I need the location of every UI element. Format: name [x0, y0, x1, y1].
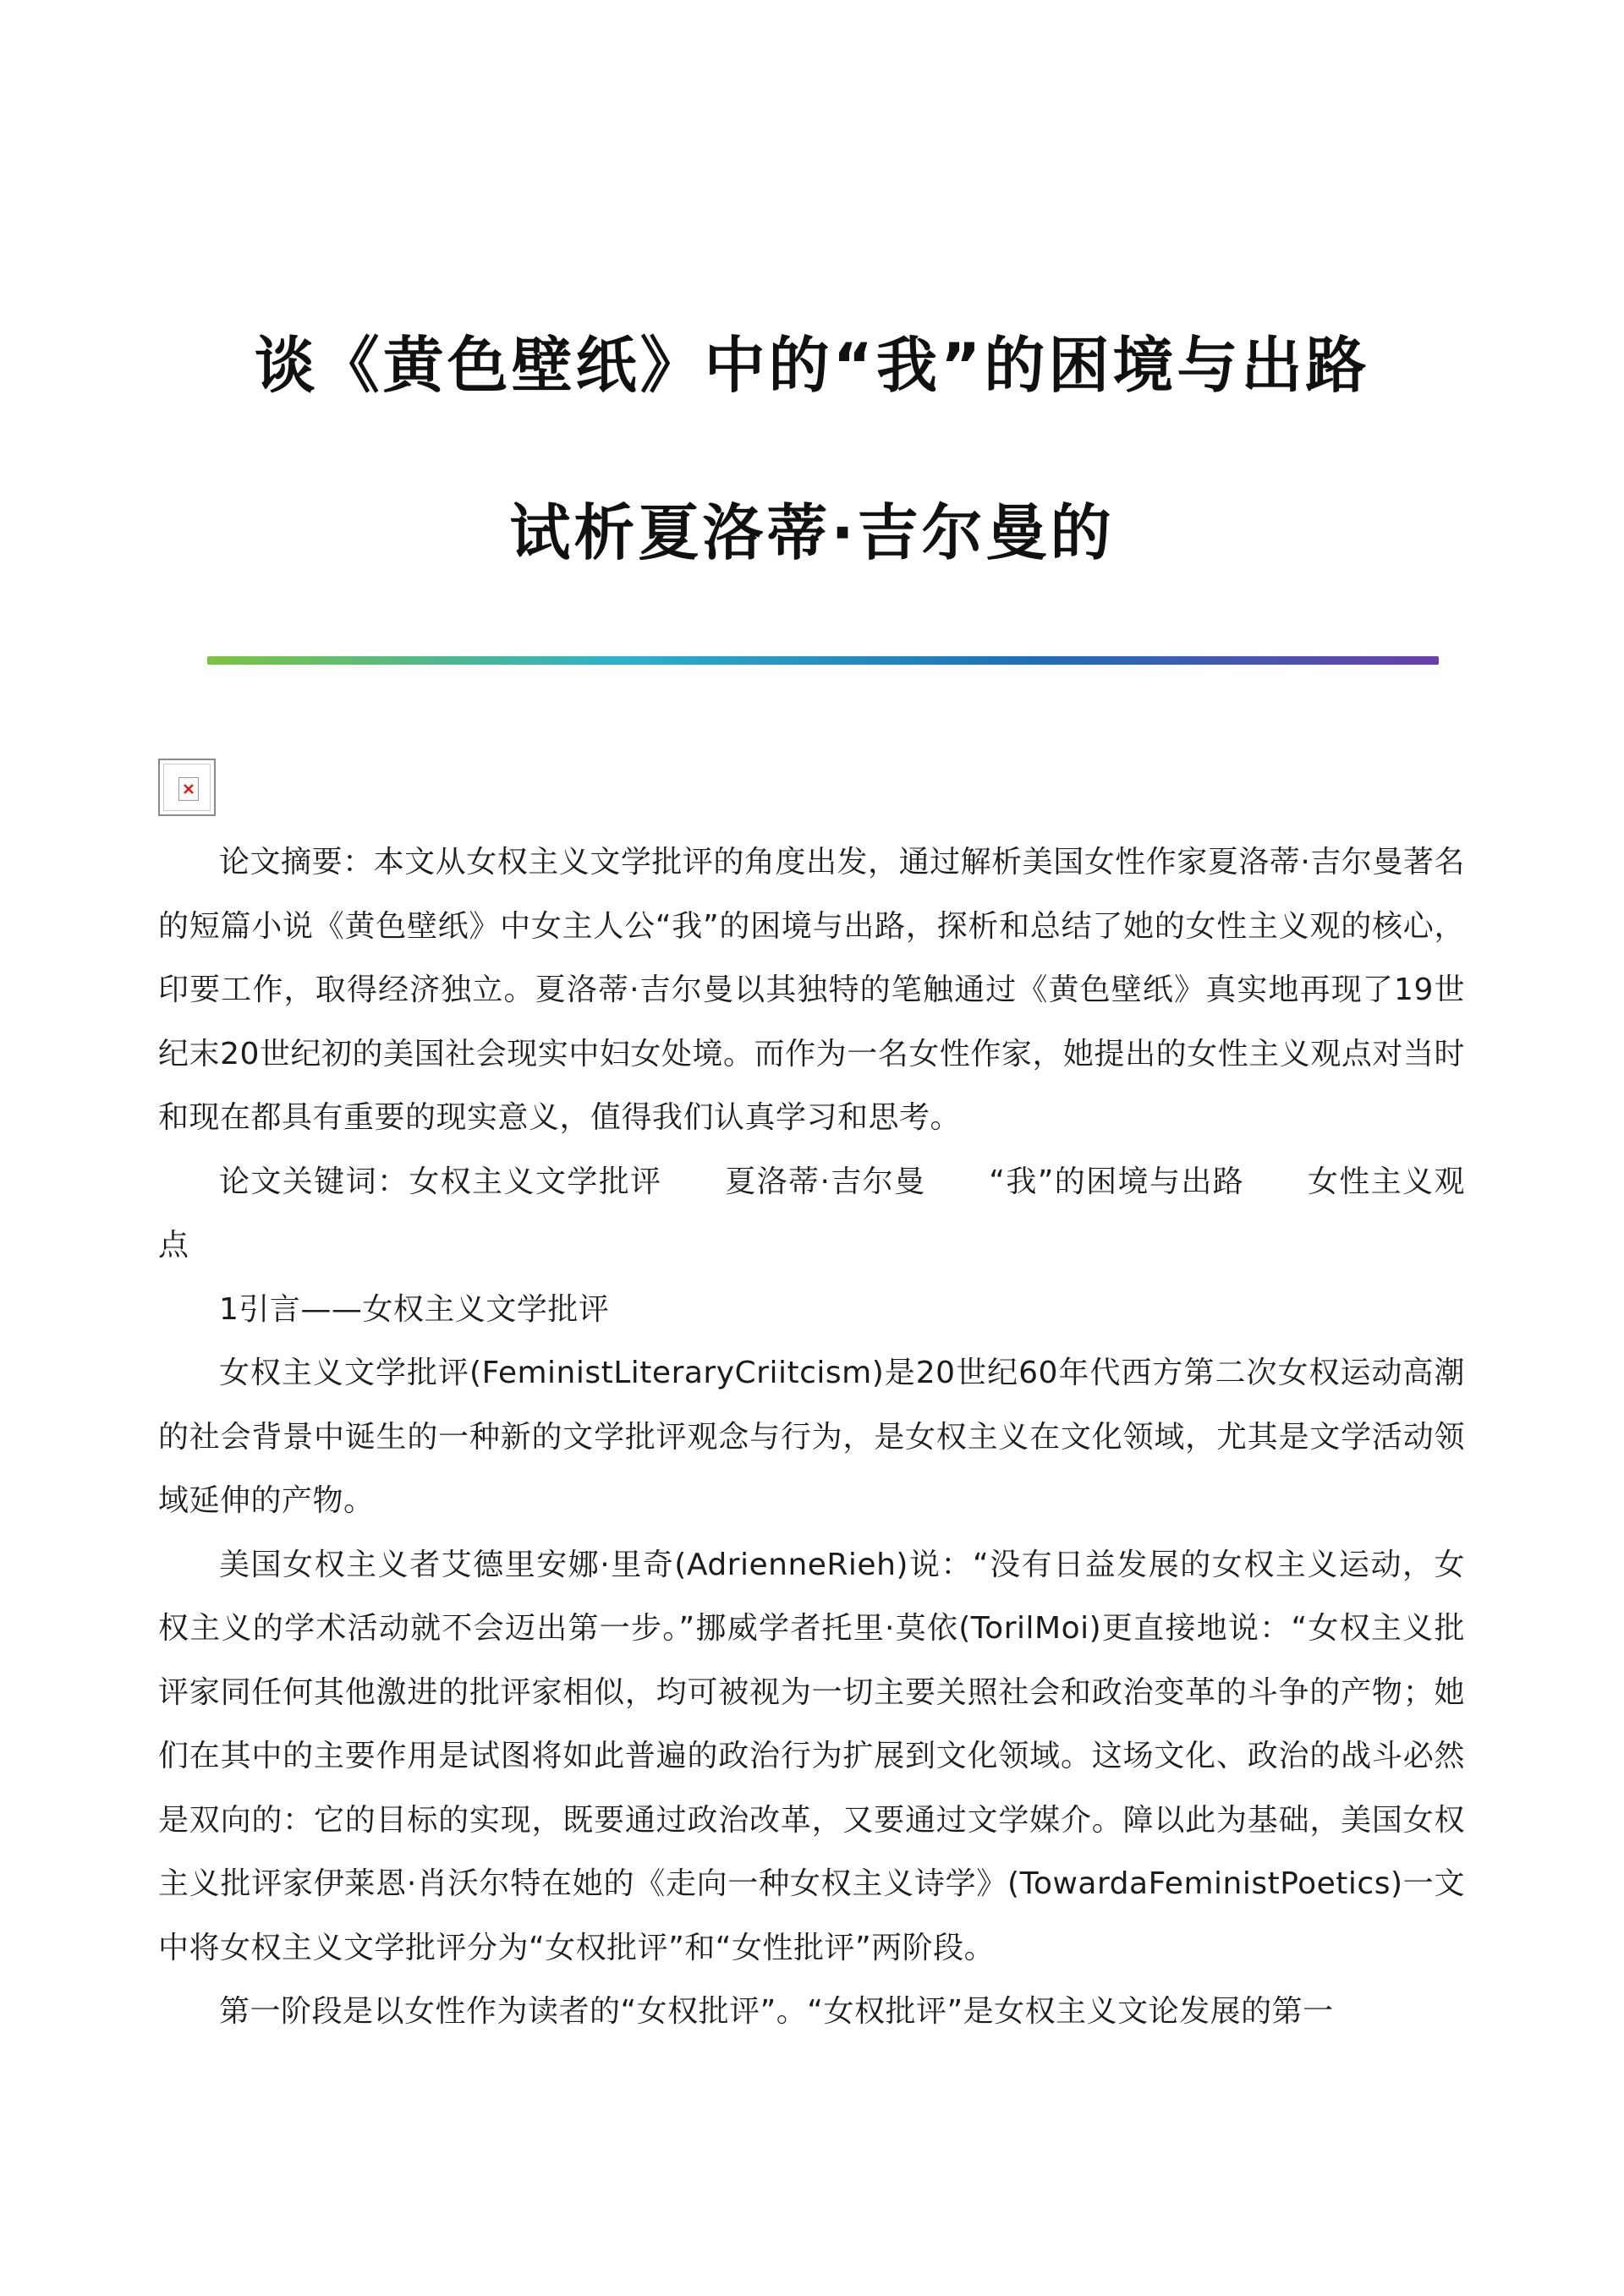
document-subtitle: 试析夏洛蒂·吉尔曼的	[509, 497, 1115, 568]
broken-image-icon	[158, 759, 216, 816]
document-title: 谈《黄色壁纸》中的“我”的困境与出路	[254, 330, 1370, 401]
keywords-paragraph: 论文关键词：女权主义文学批评 夏洛蒂·吉尔曼 “我”的困境与出路 女性主义观点	[158, 1164, 1465, 1263]
red-x-icon	[183, 783, 195, 795]
body-paragraph: 女权主义文学批评(FeministLiteraryCriitcism)是20世纪60年代西方第二次女权运动高潮的社会背景中诞生的一种新的文学批评观念与行为，是女权主义在文化领域，尤其是文学活动领域延伸的产物。	[158, 1356, 1465, 1518]
title-divider	[207, 656, 1439, 665]
section-heading: 1引言——女权主义文学批评	[219, 1291, 610, 1327]
body-paragraph: 第一阶段是以女性作为读者的“女权批评”。“女权批评”是女权主义文论发展的第一	[219, 1994, 1334, 2029]
image-frame	[178, 777, 199, 801]
abstract-paragraph: 论文摘要：本文从女权主义文学批评的角度出发，通过解析美国女性作家夏洛蒂·吉尔曼著名的短篇小说《黄色壁纸》中女主人公“我”的困境与出路，探析和总结了她的女性主义观的核心，印要工作，取得经济独立。夏洛蒂·吉尔曼以其独特的笔触通过《黄色壁纸》真实地再现了19世纪末20世纪初的美国社会现实中妇女处境。而作为一名女性作家，她提出的女性主义观点对当时和现在都具有重要的现实意义，值得我们认真学习和思考。	[158, 845, 1465, 1135]
document-body	[158, 830, 1465, 2044]
body-paragraph: 美国女权主义者艾德里安娜·里奇(AdrienneRieh)说：“没有日益发展的女权主义运动，女权主义的学术活动就不会迈出第一步。”挪威学者托里·莫依(TorilMoi)更直接地说：“女权主义批评家同任何其他激进的批评家相似，均可被视为一切主要关照社会和政治变革的斗争的产物；她们在其中的主要作用是试图将如此普遍的政治行为扩展到文化领域。这场文化、政治的战斗必然是双向的：它的目标的实现，既要通过政治改革，又要通过文学媒介。障以此为基础，美国女权主义批评家伊莱恩·肖沃尔特在她的《走向一种女权主义诗学》(TowardaFeministPoetics)一文中将女权主义文学批评分为“女权批评”和“女性批评”两阶段。	[158, 1547, 1465, 1965]
